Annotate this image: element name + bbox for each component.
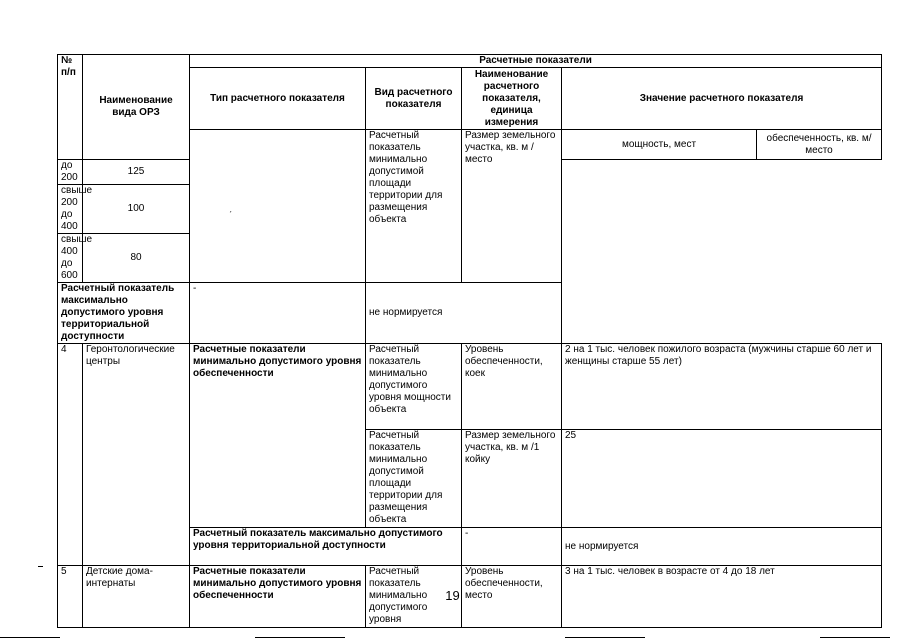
block1-capacity-1: до 200 (58, 160, 83, 185)
row5-value: 3 на 1 тыс. человек в возрасте от 4 до 18 лет (562, 566, 882, 628)
scan-artifact (255, 637, 345, 638)
row5-number: 5 (58, 566, 83, 628)
row4-unit1: Уровень обеспеченности, коек (462, 344, 562, 430)
row4-max-value: не нормируется (562, 528, 882, 566)
scan-artifact (0, 637, 60, 638)
block1-capacity-2: свыше 200 до 400 (58, 185, 83, 234)
row5-type: Расчетные показатели минимально допустимого уровня обеспеченности (190, 566, 366, 628)
row4-value2: 25 (562, 430, 882, 528)
header-number: № п/п (58, 55, 83, 160)
row4-kind2: Расчетный показатель минимально допустимой площади территории для размещения объекта (366, 430, 462, 528)
header-name: Наименование вида ОРЗ (83, 55, 190, 160)
header-kind: Вид расчетного показателя (366, 68, 462, 130)
block1-col-provision: обеспеченность, кв. м/место (757, 130, 882, 160)
scan-tick-mark: ˊ (229, 210, 232, 220)
header-unit: Наименование расчетного показателя, единица измерения (462, 68, 562, 130)
block1-value-2: 100 (83, 185, 190, 234)
block1-max-unit: - (190, 283, 366, 344)
header-group: Расчетные показатели (190, 55, 882, 68)
scan-artifact (820, 637, 890, 638)
row4-number: 4 (58, 344, 83, 566)
block1-capacity-3: свыше 400 до 600 (58, 234, 83, 283)
row4-max-unit: - (462, 528, 562, 566)
block1-type (190, 130, 366, 283)
normatives-table (57, 54, 882, 628)
row5-name: Детские дома-интернаты (83, 566, 190, 628)
row5-kind: Расчетный показатель минимально допустимого уровня (366, 566, 462, 628)
block1-value-3: 80 (83, 234, 190, 283)
block1-max-type: Расчетный показатель максимально допустимого уровня территориальной доступности (58, 283, 190, 344)
block1-col-capacity: мощность, мест (562, 130, 757, 160)
row4-value1: 2 на 1 тыс. человек пожилого возраста (мужчины старше 60 лет и женщины старше 55 лет) (562, 344, 882, 430)
block1-kind: Расчетный показатель минимально допустимой площади территории для размещения объекта (366, 130, 462, 283)
row4-type: Расчетные показатели минимально допустимого уровня обеспеченности (190, 344, 366, 528)
scan-artifact (565, 637, 645, 638)
block1-max-value: не нормируется (366, 283, 562, 344)
block1-unit: Размер земельного участка, кв. м /место (462, 130, 562, 283)
block1-value-1: 125 (83, 160, 190, 185)
header-type: Тип расчетного показателя (190, 68, 366, 130)
row5-unit: Уровень обеспеченности, место (462, 566, 562, 628)
row4-name: Геронтологические центры (83, 344, 190, 566)
row4-max-type: Расчетный показатель максимально допустимого уровня территориальной доступности (190, 528, 462, 566)
row4-kind1: Расчетный показатель минимально допустимого уровня мощности объекта (366, 344, 462, 430)
page-number: 19 (445, 588, 460, 603)
header-value: Значение расчетного показателя (562, 68, 882, 130)
row4-unit2: Размер земельного участка, кв. м /1 койку (462, 430, 562, 528)
scan-artifact (38, 566, 43, 567)
